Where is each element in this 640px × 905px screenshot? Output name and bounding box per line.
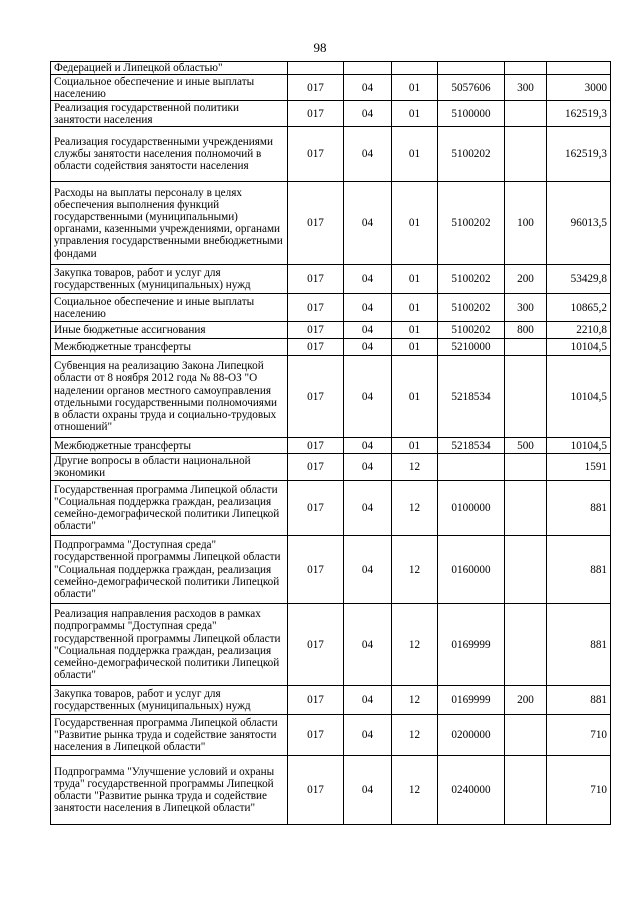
table-row <box>51 127 611 182</box>
section-code: 04 <box>344 481 392 536</box>
ministry-code: 017 <box>288 322 344 339</box>
amount: 10104,5 <box>547 339 611 356</box>
table-row <box>51 182 611 265</box>
row-name: Государственная программа Липецкой области "Социальная поддержка граждан, реализация семейно-демографической политики Липецкой области" <box>51 481 288 536</box>
amount: 1591 <box>547 454 611 481</box>
expense-type-code: 100 <box>505 182 547 265</box>
table-row <box>51 75 611 101</box>
amount: 881 <box>547 536 611 604</box>
amount: 881 <box>547 481 611 536</box>
table-row <box>51 356 611 438</box>
amount: 53429,8 <box>547 265 611 294</box>
target-item-code: 5218534 <box>438 438 505 454</box>
row-name: Подпрограмма "Доступная среда" государственной программы Липецкой области "Социальная поддержка граждан, реализация семейно-демографической политики Липецкой области" <box>51 536 288 604</box>
section-code: 04 <box>344 101 392 127</box>
expense-type-code: 300 <box>505 294 547 322</box>
table-row <box>51 756 611 825</box>
table-row <box>51 294 611 322</box>
section-code: 04 <box>344 182 392 265</box>
subsection-code: 01 <box>392 265 438 294</box>
subsection-code: 12 <box>392 454 438 481</box>
target-item-code: 5218534 <box>438 356 505 438</box>
table-row <box>51 339 611 356</box>
section-code: 04 <box>344 294 392 322</box>
ministry-code: 017 <box>288 438 344 454</box>
row-name: Иные бюджетные ассигнования <box>51 322 288 339</box>
subsection-code <box>392 62 438 75</box>
target-item-code <box>438 62 505 75</box>
table-row <box>51 715 611 756</box>
expense-type-code: 200 <box>505 265 547 294</box>
table-row <box>51 686 611 715</box>
expense-type-code <box>505 62 547 75</box>
section-code: 04 <box>344 265 392 294</box>
table-row <box>51 265 611 294</box>
ministry-code: 017 <box>288 454 344 481</box>
section-code: 04 <box>344 438 392 454</box>
row-name: Федерацией и Липецкой областью" <box>51 62 288 75</box>
target-item-code: 5100202 <box>438 265 505 294</box>
target-item-code: 5100000 <box>438 101 505 127</box>
target-item-code: 5210000 <box>438 339 505 356</box>
expense-type-code <box>505 715 547 756</box>
section-code <box>344 62 392 75</box>
row-name: Субвенция на реализацию Закона Липецкой области от 8 ноября 2012 года № 88-ОЗ "О наделении органов местного самоуправления отдельными государственными полномочиями в области охраны труда и социально-трудовых отношений" <box>51 356 288 438</box>
expense-type-code <box>505 756 547 825</box>
ministry-code: 017 <box>288 265 344 294</box>
ministry-code: 017 <box>288 356 344 438</box>
ministry-code: 017 <box>288 101 344 127</box>
subsection-code: 01 <box>392 182 438 265</box>
row-name: Закупка товаров, работ и услуг для государственных (муниципальных) нужд <box>51 265 288 294</box>
ministry-code: 017 <box>288 294 344 322</box>
expense-type-code: 800 <box>505 322 547 339</box>
section-code: 04 <box>344 127 392 182</box>
page-number: 98 <box>313 40 327 55</box>
section-code: 04 <box>344 756 392 825</box>
section-code: 04 <box>344 356 392 438</box>
ministry-code: 017 <box>288 604 344 686</box>
table-row <box>51 101 611 127</box>
ministry-code: 017 <box>288 75 344 101</box>
subsection-code: 01 <box>392 127 438 182</box>
table-row <box>51 322 611 339</box>
expense-type-code <box>505 339 547 356</box>
amount: 881 <box>547 604 611 686</box>
subsection-code: 12 <box>392 686 438 715</box>
row-name: Расходы на выплаты персоналу в целях обеспечения выполнения функций государственными (муниципальными) органами, казенными учреждениями, органами управления государственными внебюджетными фондами <box>51 182 288 265</box>
ministry-code: 017 <box>288 756 344 825</box>
subsection-code: 12 <box>392 604 438 686</box>
section-code: 04 <box>344 604 392 686</box>
table-row <box>51 62 611 75</box>
row-name: Социальное обеспечение и иные выплаты населению <box>51 294 288 322</box>
section-code: 04 <box>344 686 392 715</box>
section-code: 04 <box>344 322 392 339</box>
section-code: 04 <box>344 339 392 356</box>
subsection-code: 01 <box>392 75 438 101</box>
amount: 162519,3 <box>547 127 611 182</box>
amount: 10865,2 <box>547 294 611 322</box>
target-item-code <box>438 454 505 481</box>
ministry-code: 017 <box>288 536 344 604</box>
subsection-code: 12 <box>392 536 438 604</box>
budget-table <box>50 61 611 825</box>
subsection-code: 12 <box>392 715 438 756</box>
expense-type-code: 200 <box>505 686 547 715</box>
target-item-code: 5100202 <box>438 294 505 322</box>
subsection-code: 01 <box>392 101 438 127</box>
section-code: 04 <box>344 536 392 604</box>
target-item-code: 5100202 <box>438 182 505 265</box>
subsection-code: 01 <box>392 322 438 339</box>
amount <box>547 62 611 75</box>
row-name: Межбюджетные трансферты <box>51 438 288 454</box>
ministry-code: 017 <box>288 339 344 356</box>
row-name: Реализация государственными учреждениями службы занятости населения полномочий в области содействия занятости населения <box>51 127 288 182</box>
amount: 3000 <box>547 75 611 101</box>
amount: 162519,3 <box>547 101 611 127</box>
expense-type-code <box>505 127 547 182</box>
row-name: Государственная программа Липецкой области "Развитие рынка труда и содействие занятости населения в Липецкой области" <box>51 715 288 756</box>
subsection-code: 01 <box>392 294 438 322</box>
subsection-code: 01 <box>392 356 438 438</box>
target-item-code: 0200000 <box>438 715 505 756</box>
ministry-code: 017 <box>288 686 344 715</box>
target-item-code: 5100202 <box>438 322 505 339</box>
amount: 96013,5 <box>547 182 611 265</box>
ministry-code <box>288 62 344 75</box>
expense-type-code <box>505 454 547 481</box>
row-name: Реализация направления расходов в рамках подпрограммы "Доступная среда" государственной программы Липецкой области "Социальная поддержка граждан, реализация семейно-демографической политики Липецкой области" <box>51 604 288 686</box>
expense-type-code <box>505 481 547 536</box>
expense-type-code <box>505 101 547 127</box>
row-name: Закупка товаров, работ и услуг для государственных (муниципальных) нужд <box>51 686 288 715</box>
ministry-code: 017 <box>288 127 344 182</box>
expense-type-code: 500 <box>505 438 547 454</box>
subsection-code: 01 <box>392 339 438 356</box>
section-code: 04 <box>344 75 392 101</box>
target-item-code: 0100000 <box>438 481 505 536</box>
section-code: 04 <box>344 715 392 756</box>
target-item-code: 5057606 <box>438 75 505 101</box>
table-row <box>51 454 611 481</box>
expense-type-code <box>505 604 547 686</box>
table-row <box>51 536 611 604</box>
table-row <box>51 438 611 454</box>
row-name: Межбюджетные трансферты <box>51 339 288 356</box>
amount: 10104,5 <box>547 438 611 454</box>
target-item-code: 5100202 <box>438 127 505 182</box>
target-item-code: 0240000 <box>438 756 505 825</box>
amount: 10104,5 <box>547 356 611 438</box>
amount: 710 <box>547 756 611 825</box>
expense-type-code: 300 <box>505 75 547 101</box>
amount: 881 <box>547 686 611 715</box>
expense-type-code <box>505 536 547 604</box>
expense-type-code <box>505 356 547 438</box>
amount: 2210,8 <box>547 322 611 339</box>
row-name: Другие вопросы в области национальной экономики <box>51 454 288 481</box>
row-name: Подпрограмма "Улучшение условий и охраны труда" государственной программы Липецкой области "Развитие рынка труда и содействие занятости населения в Липецкой области" <box>51 756 288 825</box>
amount: 710 <box>547 715 611 756</box>
ministry-code: 017 <box>288 715 344 756</box>
table-row <box>51 481 611 536</box>
section-code: 04 <box>344 454 392 481</box>
subsection-code: 01 <box>392 438 438 454</box>
row-name: Реализация государственной политики занятости населения <box>51 101 288 127</box>
subsection-code: 12 <box>392 756 438 825</box>
ministry-code: 017 <box>288 481 344 536</box>
target-item-code: 0169999 <box>438 686 505 715</box>
target-item-code: 0169999 <box>438 604 505 686</box>
subsection-code: 12 <box>392 481 438 536</box>
table-row <box>51 604 611 686</box>
target-item-code: 0160000 <box>438 536 505 604</box>
ministry-code: 017 <box>288 182 344 265</box>
row-name: Социальное обеспечение и иные выплаты населению <box>51 75 288 101</box>
